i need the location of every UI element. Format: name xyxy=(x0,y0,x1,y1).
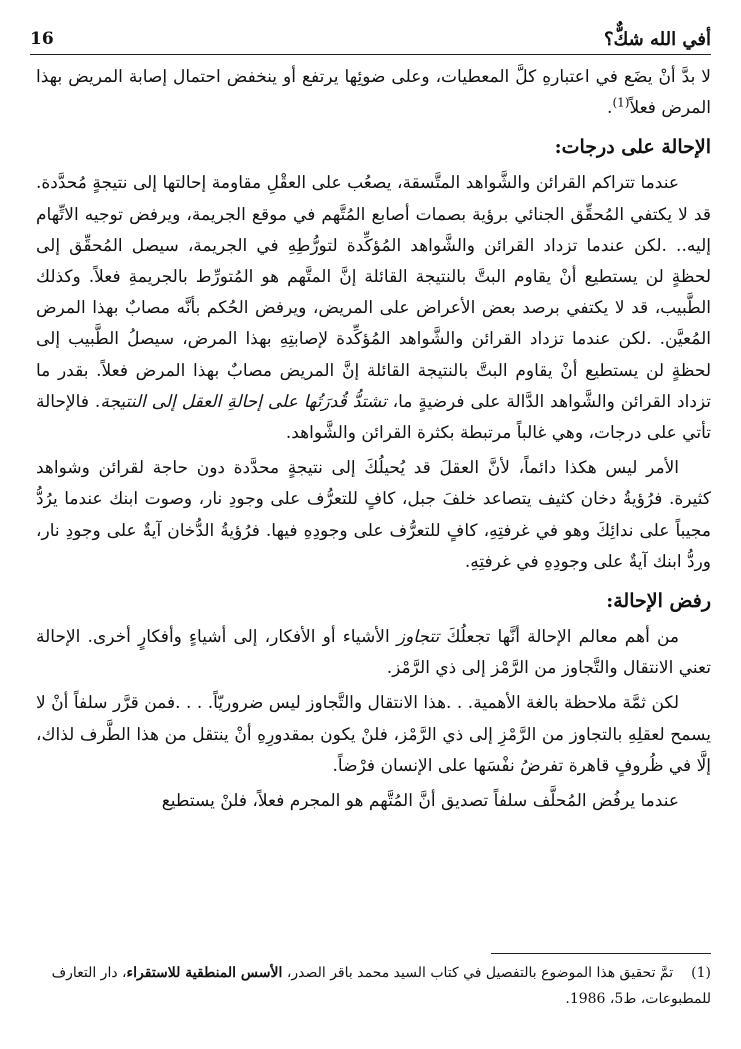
paragraph-1 xyxy=(36,62,711,124)
paragraph-4-text-a: من أهم معالم الإحالة أنَّها تجعلُكَ xyxy=(439,627,679,648)
footnote-reference[interactable]: (1) xyxy=(612,95,630,110)
paragraph-5: لكن ثمَّة ملاحظة بالغة الأهمية. . .هذا الانتقال والتَّجاوز ليس ضروريّاً. . . .فمن قرَّر سلفاً أنْ لا يسمح لعقلِهِ بالتجاوز من الرَّمْزِ إلى ذي الرَّمْز، فلنْ يكون بمقدورِهِ أنْ ينتقل من هذا الطَّرف لذاك، إلَّا في ظُروفٍ قاهرة تفرضُ نفْسَها على الإنسان فرْضاً. xyxy=(36,693,711,776)
paragraph-1-text: لا بدَّ أنْ يضَع في اعتبارهِ كلَّ المعطيات، وعلى ضوئِها يرتفع أو ينخفض احتمال إصابة المريض بهذا المرض فعلاً xyxy=(36,67,711,119)
page-number: 16 xyxy=(30,29,54,49)
paragraph-4-text-b: الأشياء أو الأفكار، إلى أشياءٍ وأفكارٍ أخرى. الإحالة تعني الانتقال والتَّجاوز من الرَّمْز إلى ذي الرَّمْز. xyxy=(36,627,711,679)
footnote-text-a: تمَّ تحقيق هذا الموضوع بالتفصيل في كتاب السيد محمد باقر الصدر، xyxy=(282,965,674,981)
paragraph-2-end: . فالإحالة تأتي على درجات، وهي غالباً مرتبطة بكثرة القرائن والشَّواهد. xyxy=(36,391,711,444)
footnote xyxy=(36,960,711,1012)
page-body xyxy=(36,62,711,821)
paragraph-1-end: . xyxy=(607,98,613,119)
footnote-book-title: الأسس المنطقية للاستقراء xyxy=(126,965,283,981)
running-title: أفي الله شكٌّ؟ xyxy=(603,28,711,50)
section-heading-graded-referral: الإحالة على درجات: xyxy=(554,136,711,159)
section-heading-rejecting-referral: رفض الإحالة: xyxy=(606,590,711,613)
paragraph-4 xyxy=(36,622,711,684)
footnote-divider xyxy=(491,953,711,954)
paragraph-2 xyxy=(36,168,711,449)
paragraph-2-text: عندما تتراكم القرائن والشَّواهد المتَّسقة، يصعُب على العقْلِ مقاومة إحالتها إلى نتيجةٍ مُحدَّدة. قد لا يكتفي المُحقِّق الجنائي برؤية بصمات أصابع المُتَّهم في موقع الجريمة، ويرفض توجيه الاتِّهام إليه.. .لكن عندما تزداد القرائن والشَّواهد المُؤكِّدة لتورُّطِهِ في الجريمة، سيصل المُحقِّق إلى لحظةٍ لن يستطيع أنْ يقاوم البتَّ بالنتيجة القائلة إنَّ المتَّهم هو المُتورِّط بالجريمةِ فعلاً. وكذلك الطَّبيب، قد لا يكتفي برصد بعض الأعراض على المريض، ويرفض الحُكم بأنَّه مصابٌ بهذا المرض المُعيَّن. .لكن عندما تزداد القرائن والشَّواهد المُؤكِّدة لإصابتِهِ بهذا المرض، سيصلُ الطَّبيب إلى لحظةٍ لن يستطيع أنْ يقاوم البتَّ بالنتيجة القائلة إنَّ المريض مصابٌ بهذا المرض فعلاً. بقدر ما تزداد القرائن والشَّواهد الدَّالة على فرضيةٍ ما، xyxy=(36,173,712,412)
footnote-number: (1) xyxy=(691,965,711,981)
paragraph-6: عندما يرفُض المُحلَّف سلفاً تصديق أنَّ المُتَّهم هو المجرم فعلاً، فلنْ يستطيع xyxy=(161,791,679,812)
paragraph-2-italic: تشتدُّ قُدرَتُها على إحالةِ العقل إلى النتيجة xyxy=(100,391,387,412)
paragraph-4-italic: تتجاوز xyxy=(396,627,440,648)
page-header xyxy=(30,24,711,55)
footnote-text-b: ، دار التعارف للمطبوعات، ط5، 1986. xyxy=(51,965,711,1007)
paragraph-3: الأمر ليس هكذا دائماً، لأنَّ العقلَ قد يُحيلُكَ إلى نتيجةٍ محدَّدة دون حاجة لقرائن وشواهد كثيرة. فرُؤيةُ دخان كثيف يتصاعد خلفَ جبل، كافٍ للتعرُّف على وجودِ نار، وصوت ابنك عندما يرُدُّ مجيباً على ندائِكَ وهو في غرفتِهِ، كافٍ للتعرُّف على وجودِهِ فيها. فرُؤيةُ الدُّخان آيةٌ على وجودِ نار، وردُّ ابنك آيةٌ على وجودِهِ في غرفتِهِ. xyxy=(36,458,711,572)
